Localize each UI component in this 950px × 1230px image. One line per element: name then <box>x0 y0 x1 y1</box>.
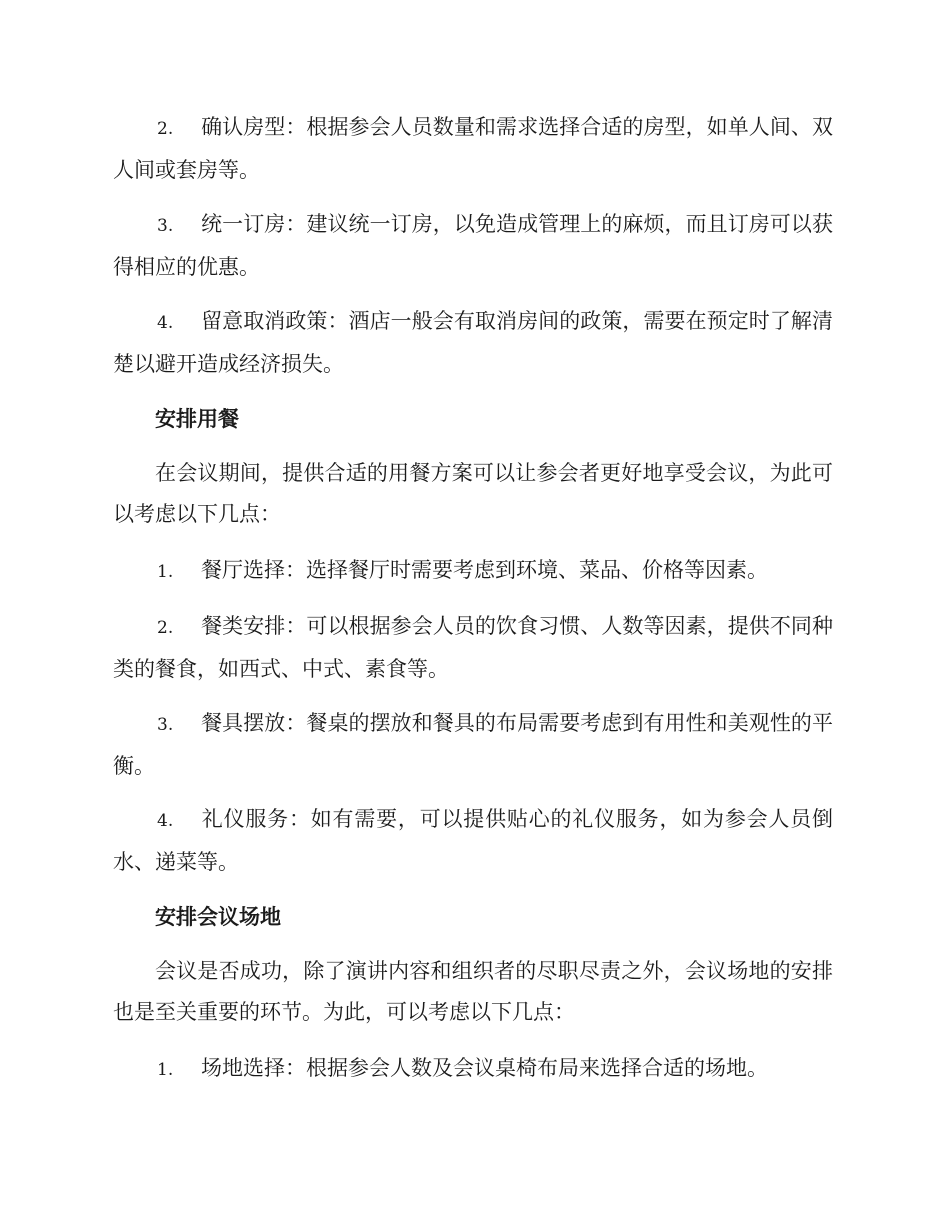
list-number: 2. <box>157 618 174 638</box>
list-number: 2. <box>157 119 174 139</box>
list-item <box>113 606 833 690</box>
list-text: 餐具摆放：餐桌的摆放和餐具的布局需要考虑到有用性和美观性的平衡。 <box>113 711 833 778</box>
list-item <box>113 204 833 288</box>
list-text: 留意取消政策：酒店一般会有取消房间的政策，需要在预定时了解清楚以避开造成经济损失。 <box>113 309 833 376</box>
list-text: 确认房型：根据参会人员数量和需求选择合适的房型，如单人间、双人间或套房等。 <box>113 115 833 182</box>
list-text: 礼仪服务：如有需要，可以提供贴心的礼仪服务，如为参会人员倒水、递菜等。 <box>113 807 833 874</box>
list-number: 3. <box>157 216 174 236</box>
list-text: 统一订房：建议统一订房，以免造成管理上的麻烦，而且订房可以获得相应的优惠。 <box>113 212 833 279</box>
list-number: 1. <box>157 1060 174 1080</box>
list-item <box>113 107 833 191</box>
list-text: 餐类安排：可以根据参会人员的饮食习惯、人数等因素，提供不同种类的餐食，如西式、中式、素食等。 <box>113 614 833 681</box>
list-number: 4. <box>157 313 174 333</box>
list-item <box>113 1048 833 1091</box>
section-intro-venue: 会议是否成功，除了演讲内容和组织者的尽职尽责之外，会议场地的安排也是至关重要的环节。为此，可以考虑以下几点： <box>113 959 833 1024</box>
list-number: 3. <box>157 715 174 735</box>
list-item <box>113 550 833 593</box>
section-intro-meals: 在会议期间，提供合适的用餐方案可以让参会者更好地享受会议，为此可以考虑以下几点： <box>113 461 833 526</box>
section-heading-meals: 安排用餐 <box>155 406 239 431</box>
list-item <box>113 799 833 883</box>
list-item <box>113 703 833 787</box>
list-text: 餐厅选择：选择餐厅时需要考虑到环境、菜品、价格等因素。 <box>201 558 768 582</box>
list-number: 1. <box>157 562 174 582</box>
list-text: 场地选择：根据参会人数及会议桌椅布局来选择合适的场地。 <box>201 1056 768 1080</box>
list-item <box>113 301 833 385</box>
list-number: 4. <box>157 811 174 831</box>
section-heading-venue: 安排会议场地 <box>155 904 281 929</box>
